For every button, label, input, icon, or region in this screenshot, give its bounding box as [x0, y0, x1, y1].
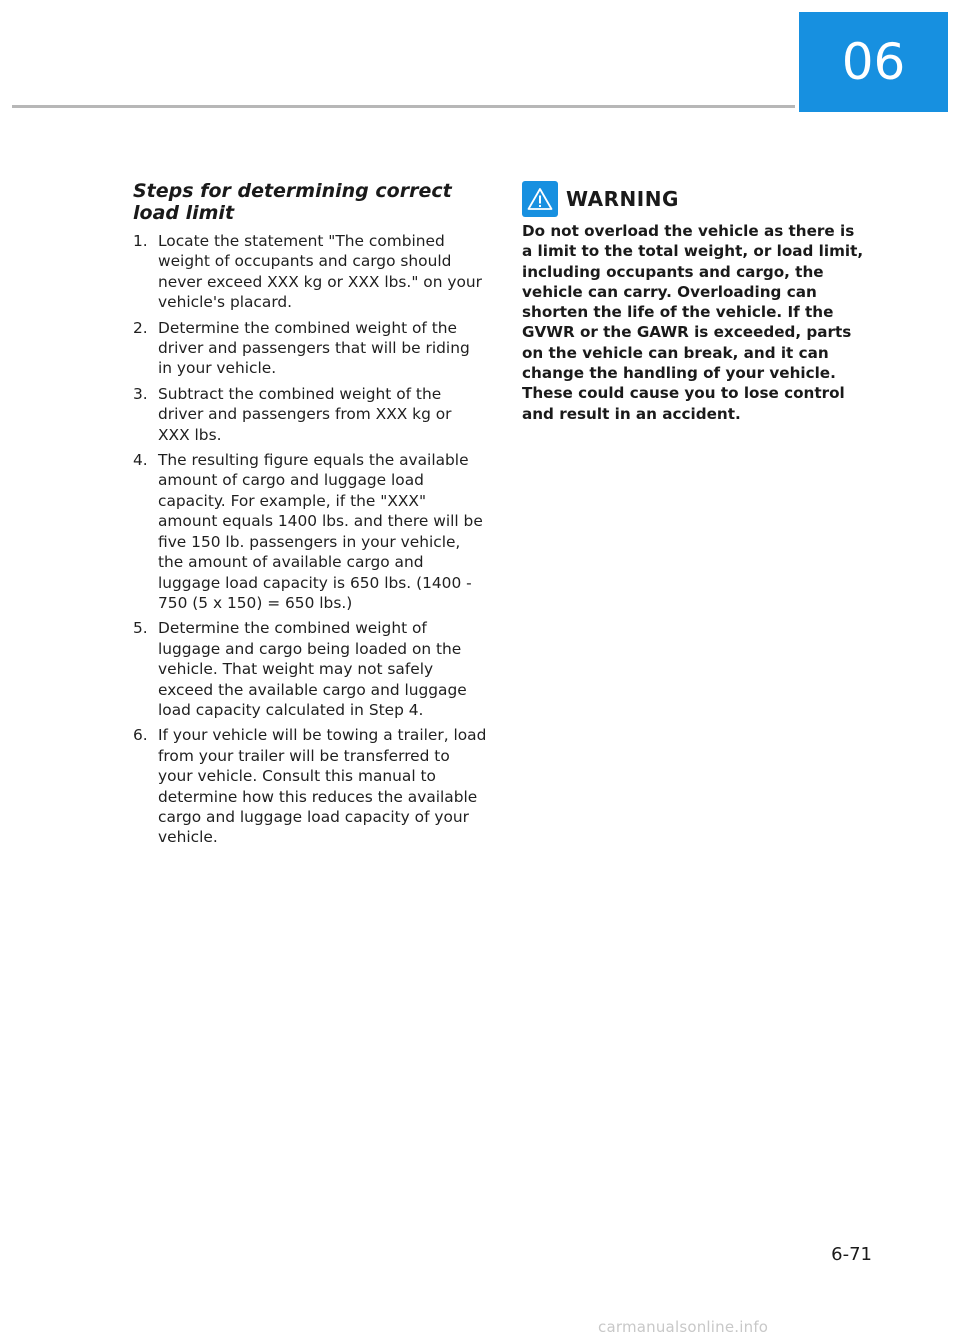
step-item [133, 318, 488, 379]
step-text: Subtract the combined weight of the driver and passengers from XXX kg or XXX lbs. [158, 384, 452, 444]
step-number: 5. [133, 619, 148, 638]
step-text: Determine the combined weight of the driver and passengers that will be riding in your vehicle. [158, 318, 470, 378]
step-number: 4. [133, 451, 148, 470]
step-number: 3. [133, 384, 148, 403]
step-item [133, 450, 488, 613]
section-heading: Steps for determining correct load limit [133, 180, 452, 224]
header-divider [12, 105, 795, 108]
chapter-number: 06 [841, 33, 906, 91]
step-item [133, 618, 488, 720]
steps-list [133, 231, 488, 853]
step-text: Locate the statement "The combined weight of occupants and cargo should never exceed XXX kg or XXX lbs." on your vehicle's placard. [158, 232, 482, 312]
chapter-tab [799, 12, 948, 112]
step-item [133, 231, 488, 313]
step-text: If your vehicle will be towing a trailer, load from your trailer will be transferred to your vehicle. Consult this manual to determine how this reduces the available cargo and luggage load capacity of your vehicle. [158, 726, 487, 847]
step-number: 1. [133, 232, 148, 250]
step-item [133, 384, 488, 445]
warning-triangle-icon [522, 181, 558, 217]
step-text: The resulting figure equals the available amount of cargo and luggage load capacity. For example, if the "XXX" amount equals 1400 lbs. and there will be five 150 lb. passengers in your vehicle, the amount of available cargo and luggage load capacity is 650 lbs. (1400 - 750 (5 x 150) = 650 lbs.) [158, 451, 483, 612]
watermark: carmanualsonline.info [598, 1318, 769, 1336]
step-text: Determine the combined weight of luggage and cargo being loaded on the vehicle. That weight may not safely exceed the available cargo and luggage load capacity calculated in Step 4. [158, 619, 467, 719]
step-number: 6. [133, 726, 148, 745]
warning-text: Do not overload the vehicle as there is a limit to the total weight, or load limit, including occupants and cargo, the vehicle can carry. Overloading can shorten the life of the vehicle. If the GVWR or the GAWR is exceeded, parts on the vehicle can break, and it can change the handling of your vehicle. These could cause you to lose control and result in an accident. [522, 222, 864, 423]
step-item [133, 725, 488, 847]
step-number: 2. [133, 318, 148, 337]
warning-header [522, 181, 679, 217]
warning-title: WARNING [566, 187, 679, 211]
page-number: 6-71 [831, 1244, 872, 1265]
